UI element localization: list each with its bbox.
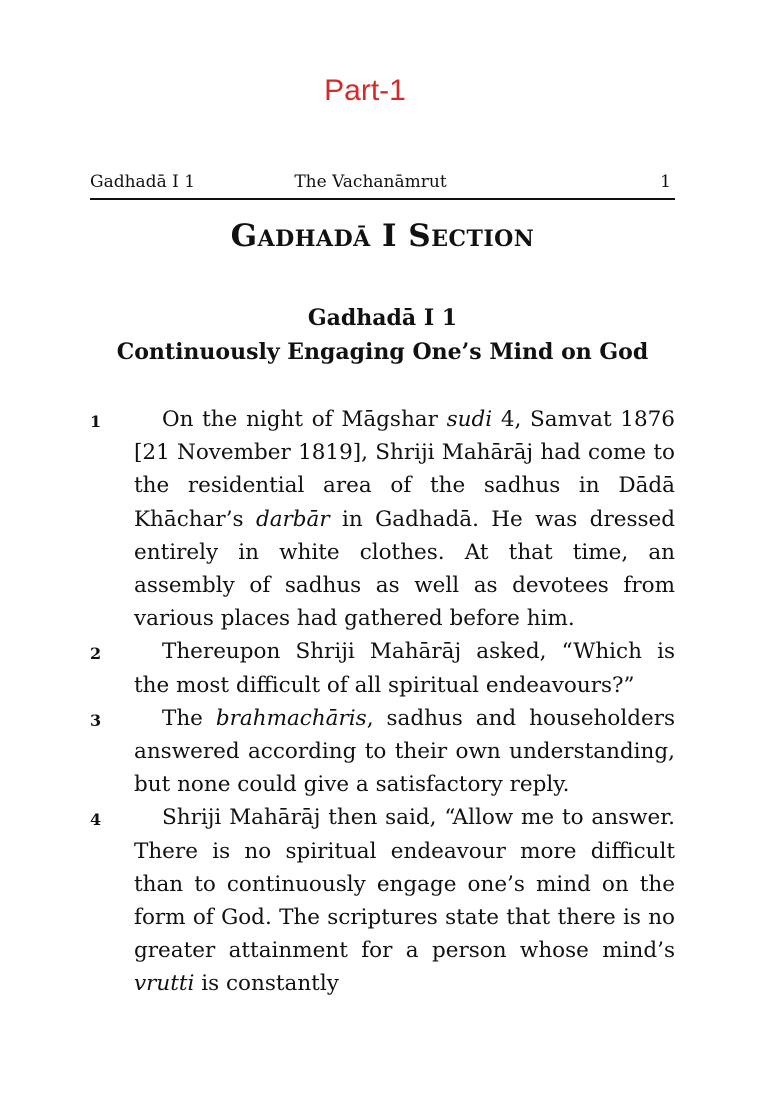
- paragraph: [90, 635, 675, 701]
- italic-term: vrutti: [134, 971, 195, 997]
- text-segment: 4, Samvat 1876 [21 November 1819], Shriji Mahārāj had come to the residential area of the sadhus in Dādā Khāchar’s: [134, 407, 675, 532]
- text-segment: Thereupon Shriji Mahārāj asked, “Which is the most difficult of all spiritual endeavours?”: [134, 639, 675, 698]
- text-segment: The: [162, 705, 216, 731]
- paragraph: [90, 403, 675, 635]
- paragraph-number: 3: [90, 710, 102, 730]
- header-chapter-ref: Gadhadā I 1: [90, 172, 196, 192]
- chapter-title: Continuously Engaging One’s Mind on God: [116, 339, 649, 365]
- paragraph-text: [134, 403, 675, 635]
- running-header: [90, 172, 675, 200]
- header-book-title: The Vachanāmrut: [294, 172, 447, 192]
- italic-term: sudi: [446, 407, 493, 432]
- section-title: Gadhadā I Section: [230, 218, 535, 254]
- text-segment: Shriji Mahārāj then said, “Allow me to answer. There is no spiritual endeavour more difficult than to continuously engage one’s mind on the form of God. The scriptures state that there is no greater attainment for a person whose mind’s: [134, 805, 675, 964]
- paragraph-text: [134, 635, 675, 701]
- paragraph-number: 1: [90, 412, 102, 431]
- part-label: Part-1: [324, 74, 406, 107]
- text-segment: On the night of Māgshar: [162, 407, 447, 432]
- text-segment: , sadhus and householders answered according to their own understanding, but none could give a satisfactory reply.: [134, 705, 676, 798]
- italic-term: brahmachāris: [215, 705, 367, 731]
- paragraph-text: [134, 801, 675, 1000]
- text-segment: is constantly: [194, 971, 339, 997]
- paragraph-number: 2: [90, 644, 102, 664]
- text-segment: in Gadhadā. He was dressed entirely in white clothes. At that time, an assembly of sadhus as well as devotees from various places had gathered before him.: [134, 506, 675, 632]
- page-number: 1: [660, 172, 671, 192]
- paragraph-text: [134, 702, 675, 802]
- chapter-ref: Gadhadā I 1: [307, 305, 458, 331]
- paragraph-list: [90, 403, 675, 1001]
- paragraph-number: 4: [90, 810, 102, 830]
- paragraph: [90, 702, 675, 802]
- paragraph: [90, 801, 675, 1000]
- italic-term: darbār: [255, 506, 330, 532]
